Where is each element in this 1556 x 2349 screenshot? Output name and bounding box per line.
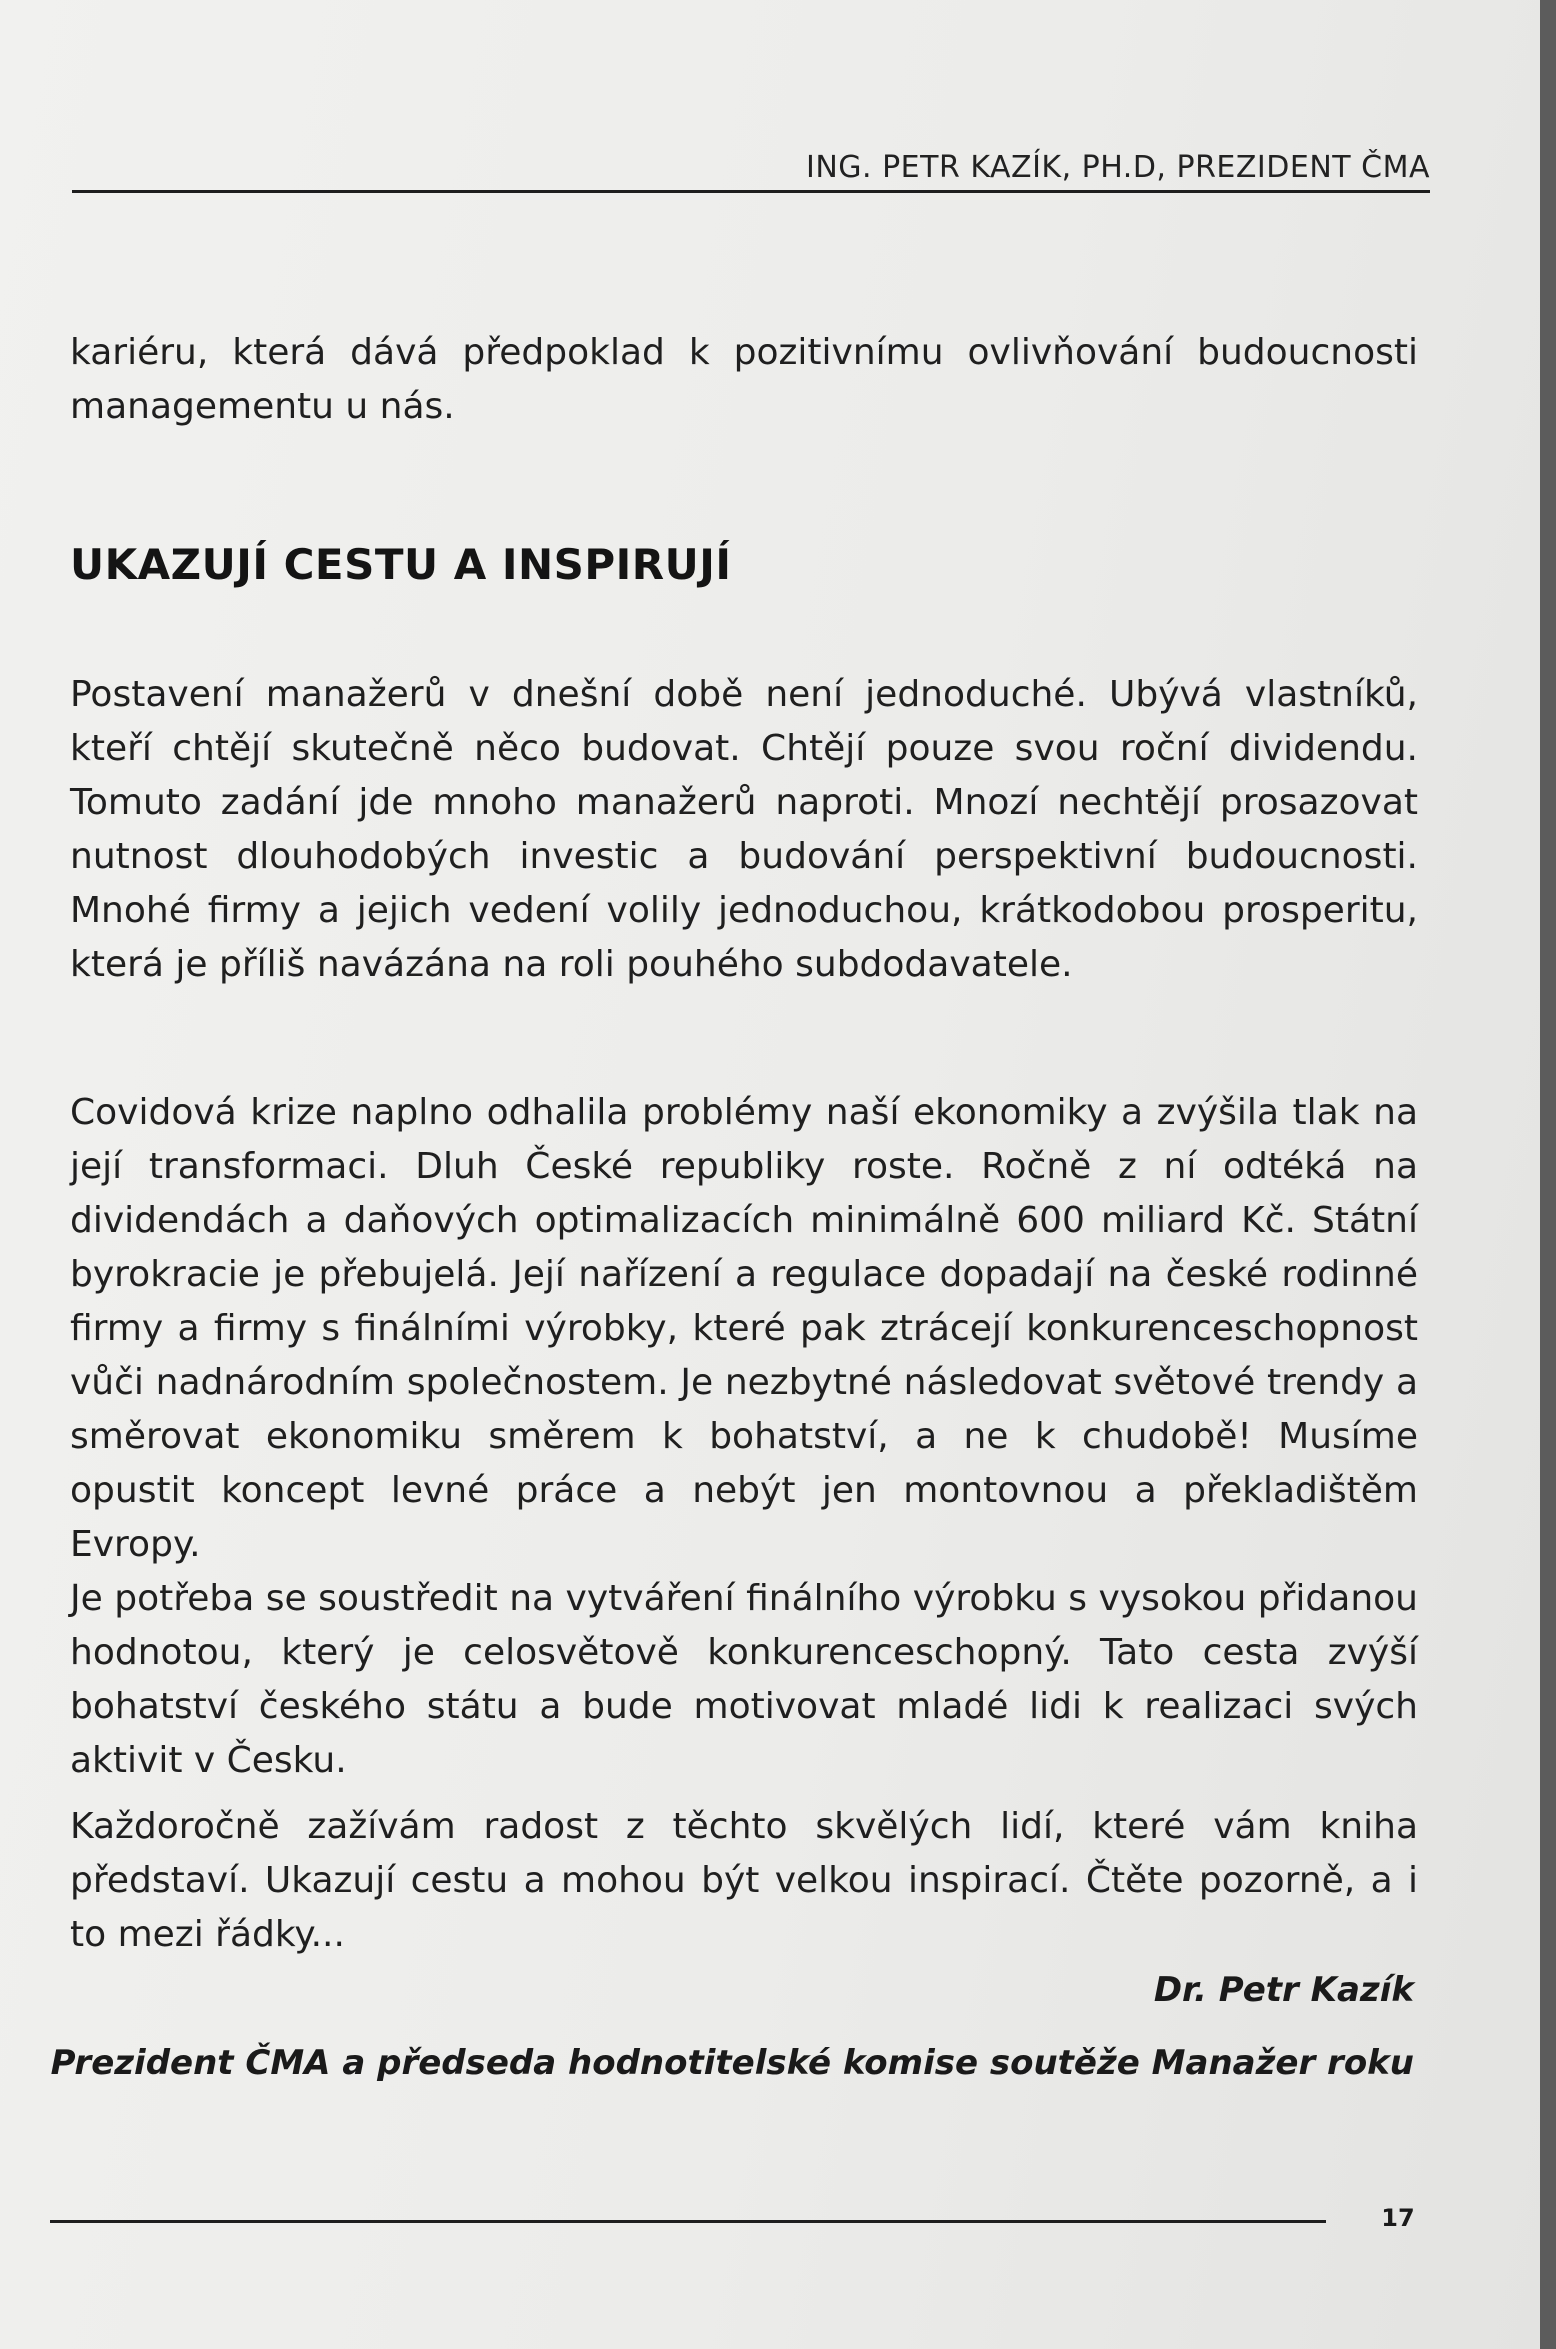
paragraph-1: Postavení manažerů v dnešní době není jednoduché. Ubývá vlastníků, kteří chtějí skutečně něco budovat. Chtějí pouze svou roční dividendu. Tomuto zadání jde mnoho manažerů naproti. Mnozí nechtějí prosazovat nutnost dlouhodobých investic a budování perspektivní budoucnosti. Mnohé firmy a jejich vedení volily jednoduchou, krátkodobou prosperitu, která je příliš navázána na roli pouhého subdodavatele.	[70, 674, 1418, 985]
intro-paragraph: kariéru, která dává předpoklad k pozitivnímu ovlivňování budoucnosti managementu u nás.	[70, 332, 1418, 427]
footer-rule	[50, 2220, 1326, 2223]
page-number: 17	[1381, 2204, 1415, 2232]
header-rule	[72, 190, 1430, 193]
signature-title: Prezident ČMA a předseda hodnotitelské komise soutěže Manažer roku	[50, 2043, 1414, 2083]
signature-name: Dr. Petr Kazík	[1153, 1970, 1414, 2010]
paragraph-3: Je potřeba se soustředit na vytváření finálního výrobku s vysokou přidanou hodnotou, který je celosvětově konkurenceschopný. Tato cesta zvýší bohatství českého státu a bude motivovat mladé lidi k realizaci svých aktivit v Česku.	[70, 1578, 1418, 1781]
paragraph-4: Každoročně zažívám radost z těchto skvělých lidí, které vám kniha představí. Ukazují cestu a mohou být velkou inspirací. Čtěte pozorně, a i to mezi řádky...	[70, 1806, 1418, 1955]
running-head: ING. PETR KAZÍK, PH.D, PREZIDENT ČMA	[805, 150, 1430, 185]
page-edge-shadow	[1540, 0, 1556, 2349]
paragraph-2: Covidová krize naplno odhalila problémy naší ekonomiky a zvýšila tlak na její transformaci. Dluh České republiky roste. Ročně z ní odtéká na dividendách a daňových optimalizacích minimálně 600 miliard Kč. Státní byrokracie je přebujelá. Její nařízení a regulace dopadají na české rodinné firmy a firmy s finálními výrobky, které pak ztrácejí konkurenceschopnost vůči nadnárodním společnostem. Je nezbytné následovat světové trendy a směrovat ekonomiku směrem k bohatství, a ne k chudobě! Musíme opustit koncept levné práce a nebýt jen montovnou a překladištěm Evropy.	[70, 1092, 1418, 1565]
section-heading: UKAZUJÍ CESTU A INSPIRUJÍ	[70, 540, 732, 589]
